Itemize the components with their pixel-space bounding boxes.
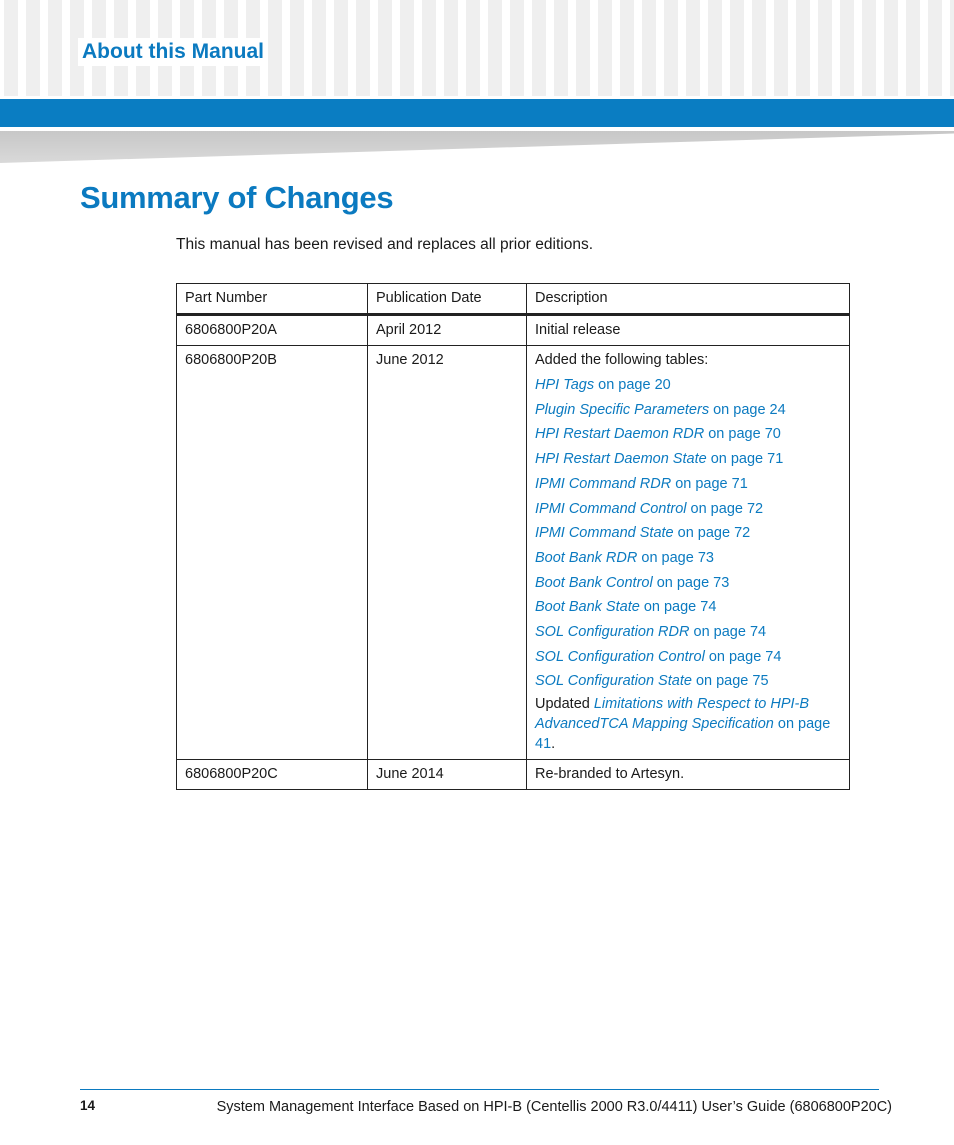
cross-reference-link[interactable]: Boot Bank RDR on page 73: [535, 549, 714, 566]
cross-reference-link[interactable]: Plugin Specific Parameters on page 24: [535, 401, 786, 418]
publication-date-cell: June 2012: [368, 346, 527, 760]
part-number-cell: 6806800P20B: [177, 346, 368, 760]
cross-reference-link[interactable]: Boot Bank Control on page 73: [535, 574, 730, 591]
table-header-row: [177, 284, 850, 315]
cross-reference-link[interactable]: HPI Restart Daemon RDR on page 70: [535, 426, 781, 443]
header-blue-band: [0, 99, 954, 127]
column-header-part-number: Part Number: [177, 284, 368, 315]
column-header-description: Description: [527, 284, 850, 315]
updated-prefix: Updated: [535, 696, 594, 713]
description-cell: Initial release: [527, 315, 850, 346]
cross-reference-link[interactable]: HPI Tags on page 20: [535, 377, 671, 393]
changes-table: [176, 283, 850, 790]
cross-reference-link[interactable]: Boot Bank State on page 74: [535, 599, 717, 616]
updated-link-page[interactable]: on page 41: [535, 716, 831, 753]
updated-note: [535, 694, 841, 754]
publication-date-cell: April 2012: [368, 315, 527, 346]
part-number-cell: 6806800P20A: [177, 315, 368, 346]
description-cell: [527, 346, 850, 760]
cross-reference-link[interactable]: IPMI Command Control on page 72: [535, 500, 764, 517]
cross-reference-link[interactable]: SOL Configuration Control on page 74: [535, 648, 782, 665]
cross-reference-link[interactable]: SOL Configuration RDR on page 74: [535, 624, 767, 641]
table-row: [177, 315, 850, 346]
page-title: Summary of Changes: [80, 180, 394, 215]
footer-rule: [80, 1089, 879, 1090]
header-grey-wedge: [0, 131, 954, 163]
intro-text: This manual has been revised and replaces all prior editions.: [176, 236, 594, 253]
section-header-title: About this Manual: [78, 38, 268, 66]
table-row: [177, 346, 850, 760]
description-intro: Added the following tables:: [535, 352, 709, 368]
cross-reference-link[interactable]: HPI Restart Daemon State on page 71: [535, 451, 784, 468]
footer-document-title: System Management Interface Based on HPI-B (Centellis 2000 R3.0/4411) User’s Guide (6806800P20C): [216, 1099, 892, 1115]
publication-date-cell: June 2014: [368, 760, 527, 790]
cross-reference-link[interactable]: IPMI Command State on page 72: [535, 525, 751, 542]
part-number-cell: 6806800P20C: [177, 760, 368, 790]
updated-link-title[interactable]: Limitations with Respect to HPI-B AdvancedTCA Mapping Specification: [535, 696, 810, 733]
description-cell: Re-branded to Artesyn.: [527, 760, 850, 790]
updated-suffix: .: [551, 736, 556, 753]
column-header-publication-date: Publication Date: [368, 284, 527, 315]
table-row: [177, 760, 850, 790]
page-number: 14: [80, 1098, 96, 1113]
cross-reference-link[interactable]: IPMI Command RDR on page 71: [535, 475, 748, 492]
cross-reference-link[interactable]: SOL Configuration State on page 75: [535, 673, 769, 690]
